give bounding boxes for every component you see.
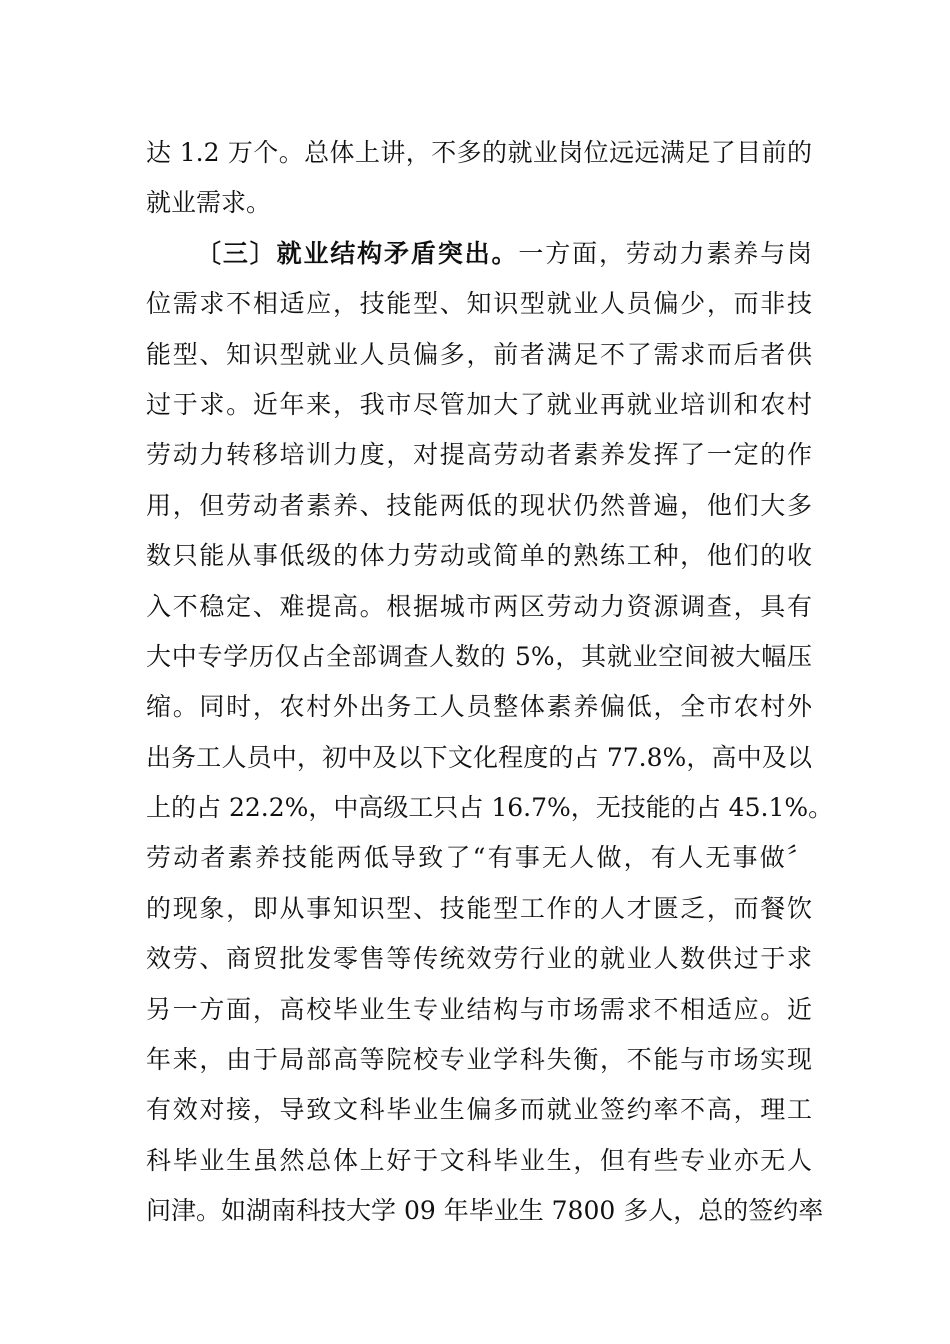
text-line: 有效对接，导致文科毕业生偏多而就业签约率不高，理工 <box>146 1095 812 1125</box>
text-line: 缩。同时，农村外出务工人员整体素养偏低，全市农村外 <box>146 692 812 722</box>
section-heading-line <box>146 229 812 279</box>
text-line: 过于求。近年来，我市尽管加大了就业再就业培训和农村 <box>146 389 812 419</box>
section-heading: 〔三〕就业结构矛盾突出。 <box>196 238 519 268</box>
text-line: 另一方面，高校毕业生专业结构与市场需求不相适应。近 <box>146 994 812 1024</box>
text-line: 用，但劳动者素养、技能两低的现状仍然普遍，他们大多 <box>146 490 812 520</box>
text-line: 位需求不相适应，技能型、知识型就业人员偏少，而非技 <box>146 289 812 319</box>
text-line: 劳动力转移培训力度，对提高劳动者素养发挥了一定的作 <box>146 440 812 470</box>
text-line: 科毕业生虽然总体上好于文科毕业生，但有些专业亦无人 <box>146 1145 812 1175</box>
text-line: 效劳、商贸批发零售等传统效劳行业的就业人数供过于求 <box>146 944 812 974</box>
document-body <box>146 128 834 1237</box>
text-line: 上的占 22.2%，中高级工只占 16.7%，无技能的占 45.1%。 <box>146 793 834 823</box>
text-line: 能型、知识型就业人员偏多，前者满足不了需求而后者供 <box>146 339 812 369</box>
text-line: 达 1.2 万个。总体上讲，不多的就业岗位远远满足了目前的 <box>146 138 812 167</box>
text-line: 出务工人员中，初中及以下文化程度的占 77.8%，高中及以 <box>146 742 812 772</box>
text-fragment: 一方面，劳动力素养与岗 <box>518 238 812 268</box>
text-line: 入不稳定、难提高。根据城市两区劳动力资源调查，具有 <box>146 591 812 621</box>
text-line: 数只能从事低级的体力劳动或简单的熟练工种，他们的收 <box>146 541 812 571</box>
text-line: 问津。如湖南科技大学 09 年毕业生 7800 多人，总的签约率 <box>146 1196 824 1226</box>
text-line: 就业需求。 <box>146 188 272 218</box>
text-line: 年来，由于局部高等院校专业学科失衡，不能与市场实现 <box>146 1045 812 1075</box>
text-line: 大中专学历仅占全部调查人数的 5%，其就业空间被大幅压 <box>146 641 812 671</box>
text-line: 的现象，即从事知识型、技能型工作的人才匮乏，而餐饮 <box>146 893 812 923</box>
text-line: 劳动者素养技能两低导致了“有事无人做，有人无事做〞 <box>146 843 812 873</box>
